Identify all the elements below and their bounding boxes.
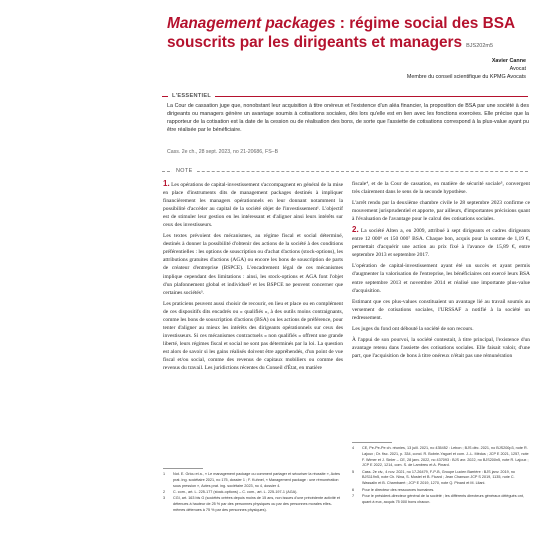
footnote: [352, 470, 530, 487]
note-divider: [162, 168, 528, 174]
section-number: 2.: [352, 225, 359, 235]
paragraph: fiscale⁴, et de la Cour de cassation, en matière de sécurité sociale⁵, convergent très clairement dans le sens de la seconde hypothèse.: [352, 181, 530, 196]
footnote: [352, 488, 530, 494]
paragraph: Les praticiens peuvent aussi choisir de recourir, en lieu et place ou en complément de ces dispositifs dits encadrés ou « qualifiés », à des outils moins contraignants, comme les bons de souscription d'actions (BSA) ou les actions de préférence, pour tenter d'aligner au mieux les intérêts des dirigeants opérationnels sur ceux des investisseurs. Si ces mécanismes contractuels « non qualifiés » offrent une grande liberté, leurs régimes fiscal et social ne sont pas déterminés par la loi. La question est alors de savoir si les gains réalisés doivent être appréhendés, d'un point de vue fiscal et/ou social, comme des revenus de capitaux mobiliers ou comme des revenus du travail. Les juridictions récentes du Conseil d'État, en matière: [163, 300, 343, 372]
footnote-divider: [163, 468, 203, 469]
footnote-text: Pour le directeur des ressources humaines.: [362, 487, 435, 492]
author-affiliation: Membre du conseil scientifique du KPMG Avocats: [406, 74, 526, 81]
paragraph: [352, 226, 530, 259]
footnote-text: Pour le président-directeur général de la société ; les différents directeurs généraux délégués ont, quant à eux, acquis 75 000 bons chacun.: [362, 493, 524, 504]
footnotes-left: [163, 472, 343, 514]
footnote-number: 6: [352, 487, 355, 492]
footnote-divider: [352, 442, 392, 443]
right-column: [352, 180, 530, 363]
footnote-number: 3: [163, 496, 166, 501]
footnote-text: Cass. 2e civ., 4 nov. 2021, no 17-26479, F-P-B, Groupe Lucien Barrière : BJS janv. 2019, no BJS119n5, note Ch. Nina, S. Mostel et B. Ficard ; Jean Chanson JCP S 2019, 1135, note C. Wassalin et B. Chambaert ; JCP E 2019, 1270, note Q. Pinard et M. Lilani.: [362, 469, 516, 486]
footnote-text: Not. E. Gricu et a., « Le management package ou comment partager et sécuriser la réussite », Actes prat. ing. sociétaire 2021, no 175, dossier 1 ; F. Kuhnel, « Management package : une rémunération sous pression », Actes prat. ing. sociétaire 2023, no 4, dossier 4.: [173, 472, 340, 488]
footnotes-right: [352, 446, 530, 506]
footnote: [163, 472, 343, 489]
paragraph: Estimant que ces plus-values constituaient un avantage lié au travail soumis au versement de cotisations sociales, l'URSSAF a notifié à la société un redressement.: [352, 298, 530, 321]
footnote: [352, 446, 530, 469]
footnote-text: CE, Pe-Pe-Pe ch. réunies, 13 juill. 2021, no 435452 : Lebon ; BJS déc. 2021, no BJS200p3, note R. Lajoux ; Dr. fisc. 2021, p. 334, concl. R. Bobrie-Yaguel et com. J.-L. Médus ; JCP E 2021, 1257, note F. Wimer et J. Sinler – CE, 28 janv. 2022, no 437093 : BJS avr. 2022, no BJS200n5, note R. Lajoux ; JCP E 2022, 1214, com. S. de Lambreu et A. Pinard.: [362, 446, 529, 468]
note-heading: NOTE: [172, 168, 197, 174]
case-citation: Cass. 2e ch., 28 sept. 2023, no 21-20686, FS–B: [167, 149, 279, 155]
section-number: 1.: [163, 179, 170, 188]
footnote: [352, 494, 530, 506]
footnote-number: 1: [163, 472, 166, 476]
reference-code: BJS202m5: [466, 43, 494, 49]
title-italic-part: Management packages: [167, 15, 336, 32]
title-main-part: : régime social des BSA souscrits par les dirigeants et managers: [167, 15, 515, 51]
footnote-number: 2: [163, 489, 166, 494]
essentiel-summary: La Cour de cassation juge que, nonobstant leur acquisition à titre onéreux et l'existence d'un aléa financier, la proposition de BSA par une société à des dirigeants ou managers génère un avantage soumis à cotisations sociales, dès lors qu'elle est en lien avec les fonctions exercées. Elle précise que la rapporteur de la cotisation est la date de la cession ou de réalisation des bons, de sorte que l'assiette de cotisations correspond à la plus-value ayant pu être réalisée par le bénéficiaire.: [167, 103, 529, 134]
paragraph: L'arrêt rendu par la deuxième chambre civile le 28 septembre 2023 confirme ce mouvement jurisprudentiel et apporte, par ailleurs, d'importantes précisions quant à l'évaluation de l'avantage pour le calcul des cotisations sociales.: [352, 200, 530, 223]
footnote-text: CGI, art. 163 bis G (sociétés créées depuis moins de 15 ans, non issues d'une précédente activité et détenues à hauteur de 25 % par des personnes physiques ou par des personnes morales elles-mêmes détenues à 75 % par des personnes physiques).: [173, 496, 341, 512]
page-title: [167, 14, 527, 56]
paragraph: [163, 180, 343, 229]
author-role: Avocat: [509, 66, 526, 73]
footnote-number: 5: [352, 469, 355, 474]
left-column: [163, 180, 343, 375]
footnote: [163, 496, 343, 513]
paragraph-text: La société Alten a, en 2009, attribué à sept dirigeants et cadres dirigeants entre 12 000⁶ et 150 000⁷ BSA. Chaque bon, acquis pour la somme de 1,19 €, permettait d'acquérir une action au prix fixé à l'avance de 15,89 €, entre septembre 2013 et septembre 2017.: [352, 228, 530, 259]
paragraph: À l'appui de son pourvoi, la société contestait, à titre principal, l'existence d'un avantage retenu dans l'assiette des cotisations sociales. Elle faisait valoir, d'une part, que l'acquisition de bons à titre onéreux n'était pas une rémunération: [352, 336, 530, 359]
footnote-number: 7: [352, 493, 355, 498]
paragraph: Les textes prévoient des mécanismes, au régime fiscal et social déterminé, destinés à donner la possibilité d'obtenir des actions de la société à des conditions préférentielles : les options de souscription ou d'achat d'actions (stock-options), les attributions gratuites d'actions (AGA) ou encore les bons de souscription de parts de créateur d'entreprise (BSPCE). L'encadrement légal de ces mécanismes implique cependant des limitations : ainsi, les stock-options et AGA font l'objet d'un plafonnement global et individuel² et les BSPCE ne peuvent concerner que certaines sociétés³.: [163, 233, 343, 296]
footnote: [163, 490, 343, 496]
author-block: [407, 57, 526, 82]
footnote-number: 4: [352, 446, 355, 450]
paragraph: L'opération de capital-investissement ayant été un succès et ayant permis d'augmenter la valorisation de l'entreprise, les bénéficiaires ont exercé leurs BSA entre septembre 2013 et novembre 2014 et réalisé une importante plus-value d'acquisition.: [352, 263, 530, 294]
paragraph: Les juges du fond ont débouté la société de son recours.: [352, 325, 474, 332]
author-name: Xavier Canne: [491, 58, 526, 64]
paragraph-text: Les opérations de capital-investissement s'accompagnent en général de la mise en place d'instruments dits de management packages destinés à impliquer financièrement les managers opérationnels en leur donnant notamment la possibilité d'accéder au capital de la société objet de l'investissement¹. L'objectif est de stimuler leur gestion en les intéressant et d'aligner ainsi leurs intérêts sur ceux des investisseurs.: [163, 182, 343, 229]
title-block: [167, 14, 527, 56]
footnote-text: C. com., art. L. 225-177 (stock-options) – C. com., art. L. 225-197-1 (AGA).: [173, 489, 298, 494]
essentiel-heading: L'ESSENTIEL: [168, 93, 215, 99]
